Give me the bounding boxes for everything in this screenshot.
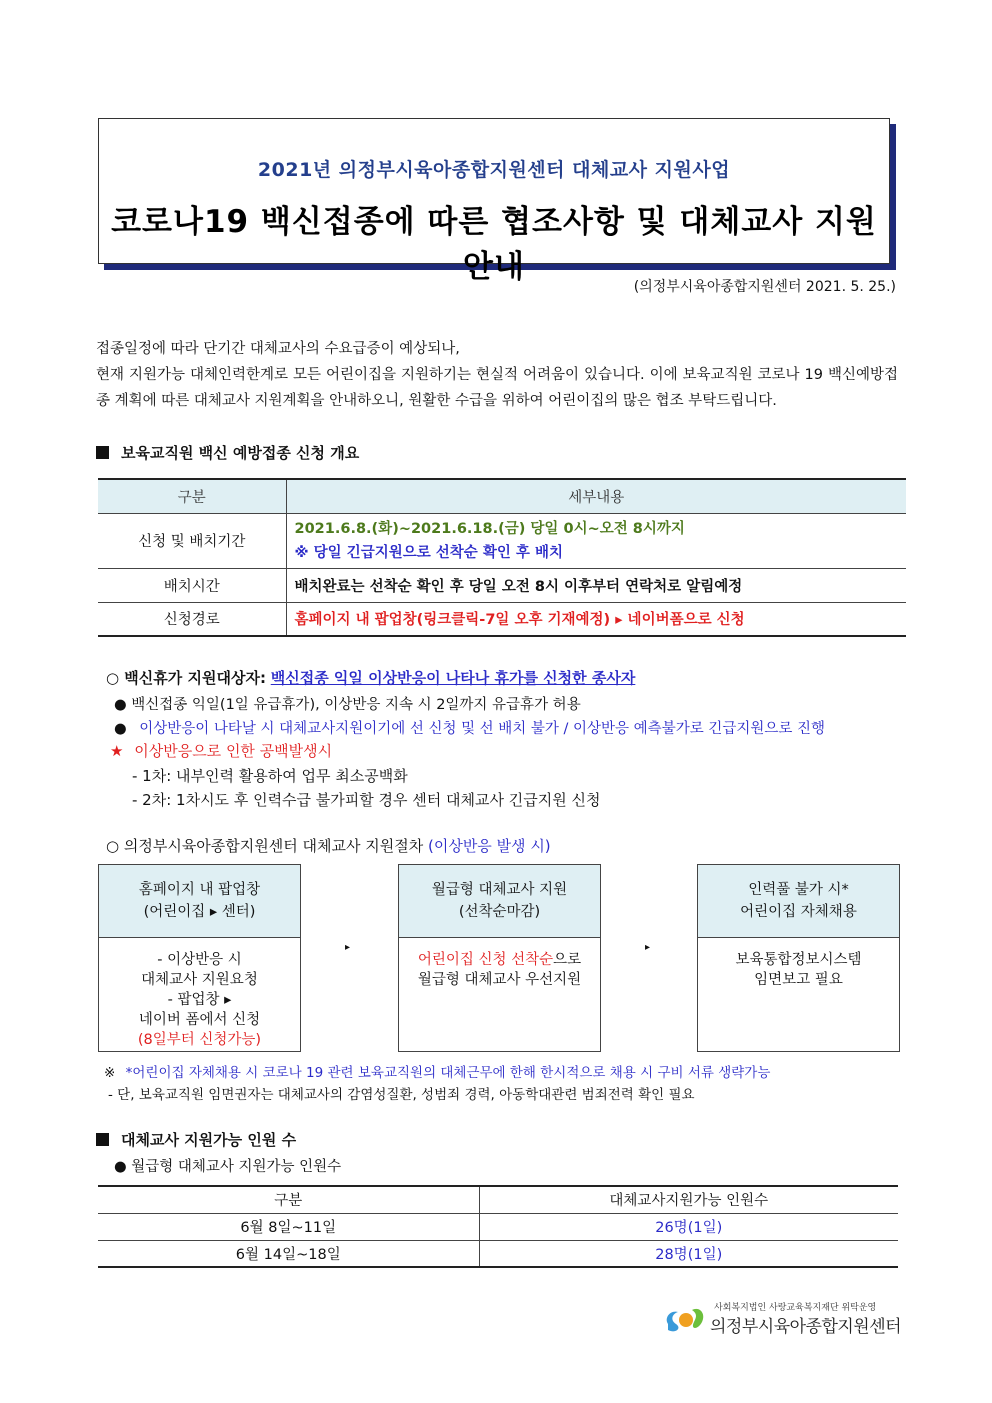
- table-cell-period: 6월 8일~11일: [98, 1213, 479, 1240]
- note-mark: ※: [104, 1065, 116, 1081]
- star-icon: ★: [110, 742, 124, 760]
- flow-box-header: [698, 865, 899, 938]
- vaccine-leave-target: 백신접종 익일 이상반응이 나타나 휴가를 신청한 종사자: [270, 669, 636, 687]
- table-row: [98, 513, 906, 568]
- table-row: [98, 568, 906, 602]
- period-note: ※ 당일 긴급지원으로 선착순 확인 후 배치: [294, 544, 563, 561]
- flow-box-monthly: [398, 864, 601, 1052]
- table-cell-label: 신청 및 배치기간: [98, 513, 286, 568]
- table-row: [98, 1240, 898, 1267]
- document-subtitle: 2021년 의정부시육아종합지원센터 대체교사 지원사업: [257, 159, 731, 181]
- procedure-label-note: (이상반응 발생 시): [427, 837, 551, 855]
- bullet-dot-icon: ●: [114, 721, 127, 737]
- flow-box-header: [399, 865, 600, 938]
- table-cell-value: 홈페이지 내 팝업창(링크클릭-7일 오후 기재예정) ▸ 네이버폼으로 신청: [286, 602, 906, 636]
- overview-table: [98, 478, 906, 637]
- flow-box-body-line: - 팝업창 ▸: [167, 992, 232, 1008]
- procedure-label: ○ 의정부시육아종합지원센터 대체교사 지원절차: [106, 837, 424, 855]
- bullet-paid-leave: ● 백신접종 익일(1일 유급휴가), 이상반응 지속 시 2일까지 유급휴가 허용: [114, 697, 581, 713]
- flow-box-body: [698, 938, 899, 990]
- capacity-table: [98, 1185, 898, 1268]
- flow-box-body-line: 월급형 대체교사 우선지원: [417, 972, 582, 988]
- procedure-note-2: - 단, 보육교직원 임면권자는 대체교사의 감염성질환, 성범죄 경력, 아동학대관련 범죄전력 확인 필요: [108, 1087, 695, 1103]
- table-header-cell: 구분: [98, 1186, 479, 1213]
- flow-arrow-icon: ▸: [345, 942, 351, 953]
- step-1: - 1차: 내부인력 활용하여 업무 최소공백화: [132, 767, 408, 785]
- intro-paragraph: [96, 336, 898, 414]
- intro-line-2: 현재 지원가능 대체인력한계로 모든 어린이집을 지원하기는 현실적 어려움이 있습니다. 이에 보육교직원 코로나 19 백신예방접종 계획에 따른 대체교사 지원계획을 안내하오니, 원활한 수급을 위하여 어린이집의 많은 협조 부탁드립니다.: [96, 367, 898, 409]
- section-heading-capacity: [96, 1129, 296, 1150]
- step-2: - 2차: 1차시도 후 인력수급 불가피할 경우 센터 대체교사 긴급지원 신청: [132, 791, 601, 809]
- table-cell-period: 6월 14일~18일: [98, 1240, 479, 1267]
- first-come-text: 어린이집 신청 선착순: [417, 952, 554, 968]
- organization-name: 의정부시육아종합지원센터: [710, 1317, 902, 1337]
- vaccine-leave-label: ○ 백신휴가 지원대상자:: [106, 669, 266, 687]
- flow-box-header-line: 어린이집 자체채용: [740, 904, 857, 920]
- organization-logo: [662, 1298, 902, 1338]
- flow-box-popup: [98, 864, 301, 1052]
- flow-box-body-line: 대체교사 지원요청: [141, 972, 258, 988]
- procedure-note-1: [104, 1061, 770, 1081]
- flow-box-self-hire: [697, 864, 900, 1052]
- square-bullet-icon: [96, 446, 109, 459]
- title-box: [98, 118, 890, 285]
- table-header-cell: 대체교사지원가능 인원수: [479, 1186, 898, 1213]
- procedure-heading: [106, 835, 551, 856]
- table-cell-label: 신청경로: [98, 602, 286, 636]
- bullet-emergency: [114, 717, 825, 738]
- table-header-cell: 세부내용: [286, 479, 906, 513]
- flow-box-body-line: 보육통합정보시스템: [735, 952, 862, 968]
- organization-logo-icon: [662, 1302, 708, 1336]
- star-note: [110, 740, 332, 761]
- table-cell-label: 배치시간: [98, 568, 286, 602]
- bullet-emergency-text: 이상반응이 나타날 시 대체교사지원이기에 선 신청 및 선 배치 불가 / 이상반응 예측불가로 긴급지원으로 진행: [139, 721, 825, 737]
- flow-box-header-line: (선착순마감): [458, 904, 541, 920]
- flow-box-body-suffix: 으로: [553, 952, 582, 968]
- organization-operator: 사회복지법인 사랑교육복지재단 위탁운영: [714, 1303, 877, 1313]
- flow-box-body: [99, 938, 300, 1050]
- flow-box-body-line: [399, 950, 600, 970]
- vaccine-leave-target-line: [106, 667, 635, 688]
- flow-arrow-icon: ▸: [645, 942, 651, 953]
- table-cell-count: 26명(1일): [479, 1213, 898, 1240]
- table-row: [98, 602, 906, 636]
- table-header-cell: 구분: [98, 479, 286, 513]
- table-cell-count: 28명(1일): [479, 1240, 898, 1267]
- flow-box-body-line: - 이상반응 시: [157, 952, 242, 968]
- table-cell-value: [286, 513, 906, 568]
- table-row: [98, 1213, 898, 1240]
- section-heading-text: 보육교직원 백신 예방접종 신청 개요: [121, 444, 360, 462]
- document-title: 코로나19 백신접종에 따른 협조사항 및 대체교사 지원안내: [111, 204, 877, 285]
- flow-box-body-line: (8일부터 신청가능): [137, 1032, 262, 1048]
- period-text: 2021.6.8.(화)~2021.6.18.(금) 당일 0시~오전 8시까지: [294, 520, 685, 537]
- table-cell-value: 배치완료는 선착순 확인 후 당일 오전 8시 이후부터 연락처로 알림예정: [286, 568, 906, 602]
- flow-box-header-line: 인력풀 불가 시*: [748, 882, 849, 898]
- flow-box-body-line: 임면보고 필요: [754, 972, 843, 988]
- flow-box-header-line: (어린이집 ▸ 센터): [143, 904, 256, 920]
- flow-box-header-line: 월급형 대체교사 지원: [431, 882, 568, 898]
- table-header-row: [98, 479, 906, 513]
- flow-box-body: [399, 938, 600, 990]
- capacity-bullet: ● 월급형 대체교사 지원가능 인원수: [114, 1159, 342, 1175]
- square-bullet-icon: [96, 1133, 109, 1146]
- section-heading-text: 대체교사 지원가능 인원 수: [121, 1131, 297, 1149]
- table-header-row: [98, 1186, 898, 1213]
- section-heading-overview: [96, 442, 359, 463]
- procedure-note-1-text: *어린이집 자체채용 시 코로나 19 관련 보육교직원의 대체근무에 한해 한시적으로 채용 시 구비 서류 생략가능: [125, 1065, 771, 1081]
- document-date: (의정부시육아종합지원센터 2021. 5. 25.): [633, 279, 896, 295]
- flow-box-body-line: 네이버 폼에서 신청: [138, 1012, 261, 1028]
- intro-line-1: 접종일정에 따라 단기간 대체교사의 수요급증이 예상되나,: [96, 341, 460, 357]
- flow-box-header-line: 홈페이지 내 팝업창: [138, 882, 261, 898]
- star-note-text: 이상반응으로 인한 공백발생시: [134, 742, 333, 760]
- flow-box-header: [99, 865, 300, 938]
